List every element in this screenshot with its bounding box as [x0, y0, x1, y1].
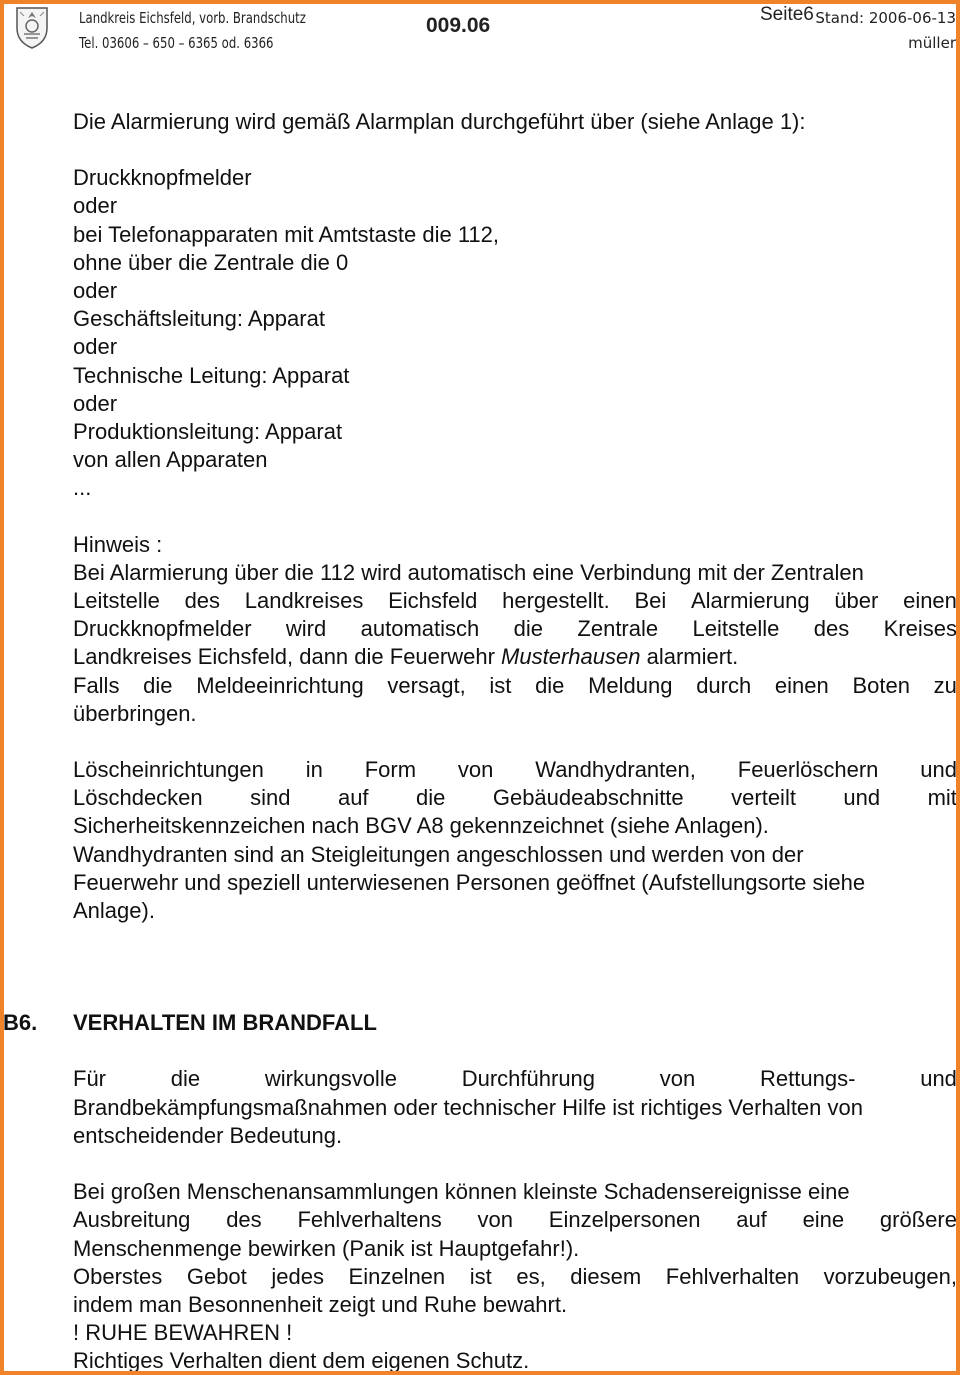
word: Einzelpersonen: [548, 1207, 701, 1233]
coat-of-arms-icon: [14, 4, 50, 50]
header-stand-block: [815, 6, 956, 56]
word: durch: [696, 672, 752, 698]
word: einen: [774, 672, 829, 698]
paragraph-line: [73, 1263, 957, 1291]
hinweis-line: [73, 672, 957, 700]
paragraph-line: Brandbekämpfungsmaßnahmen oder technischer Hilfe ist richtiges Verhalten von: [73, 1094, 863, 1120]
word: Fehlverhaltens: [297, 1207, 442, 1233]
word: wirkungsvolle: [264, 1066, 397, 1092]
word: verteilt: [731, 785, 796, 811]
word: Fehlverhalten: [665, 1263, 800, 1289]
word: die: [170, 1066, 201, 1092]
word: von: [477, 1207, 513, 1233]
word: in: [305, 757, 323, 783]
loesch-line: Wandhydranten sind an Steigleitungen angeschlossen und werden von der: [73, 841, 804, 867]
header-org-name: Landkreis Eichsfeld, vorb. Brandschutz: [79, 9, 306, 27]
hinweis-text: alarmiert.: [646, 644, 739, 670]
document-body: [3, 108, 957, 1376]
word: auf: [337, 785, 369, 811]
word: Für: [73, 1066, 106, 1092]
paragraph-line: Bei großen Menschenansammlungen können kleinste Schadensereignisse eine: [73, 1179, 850, 1205]
list-item: oder: [73, 334, 118, 360]
word: des: [184, 588, 221, 614]
list-item: Produktionsleitung: Apparat: [73, 419, 343, 445]
section-heading: [3, 1009, 957, 1037]
list-item: Druckknopfmelder: [73, 165, 252, 191]
word: Kreises: [883, 616, 957, 642]
loesch-line: Feuerwehr und speziell unterwiesenen Personen geöffnet (Aufstellungsorte siehe: [73, 869, 866, 895]
word: es,: [516, 1263, 546, 1289]
loesch-line: [73, 784, 957, 812]
page-number: Seite6: [760, 4, 814, 25]
word: die: [513, 616, 544, 642]
word: Falls: [73, 672, 120, 698]
hinweis-line: [73, 615, 957, 643]
word: Zentrale: [577, 616, 659, 642]
word: auf: [736, 1207, 767, 1233]
loesch-line: Sicherheitskennzeichen nach BGV A8 gekennzeichnet (siehe Anlagen).: [73, 813, 769, 839]
list-item: oder: [73, 390, 118, 416]
hinweis-block: [73, 531, 957, 728]
hinweis-title: Hinweis :: [73, 531, 163, 557]
word: Alarmierung: [690, 588, 810, 614]
word: von: [659, 1066, 696, 1092]
word: des: [226, 1207, 262, 1233]
word: automatisch: [360, 616, 480, 642]
word: ist: [489, 672, 512, 698]
document-number: 009.06: [426, 14, 491, 37]
list-item: ohne über die Zentrale die 0: [73, 249, 349, 275]
word: ist: [469, 1263, 492, 1289]
word: und: [920, 1066, 957, 1092]
header-phone: Tel. 03606 – 650 – 6365 od. 6366: [79, 34, 274, 52]
section-number: B6.: [3, 1010, 38, 1036]
word: die: [143, 672, 173, 698]
list-item: ...: [73, 475, 92, 501]
word: mit: [927, 785, 957, 811]
hinweis-line: überbringen.: [73, 700, 197, 726]
word: Durchführung: [461, 1066, 596, 1092]
word: versagt,: [387, 672, 466, 698]
alarm-intro: Die Alarmierung wird gemäß Alarmplan durchgeführt über (siehe Anlage 1):: [73, 109, 806, 134]
loesch-line: [73, 756, 957, 784]
word: Ausbreitung: [73, 1207, 191, 1233]
word: diesem: [570, 1263, 642, 1289]
section-title: VERHALTEN IM BRANDFALL: [73, 1010, 377, 1036]
word: Form: [364, 757, 417, 783]
word: größere: [879, 1207, 957, 1233]
list-item: von allen Apparaten: [73, 447, 268, 473]
word: über: [834, 588, 879, 614]
word: Meldeeinrichtung: [196, 672, 364, 698]
verhalten-paragraph-2: [73, 1178, 957, 1375]
word: Meldung: [588, 672, 673, 698]
author-name: müller: [908, 34, 956, 52]
word: Feuerlöschern: [737, 757, 879, 783]
paragraph-line: [73, 1206, 957, 1234]
paragraph-line: ! RUHE BEWAHREN !: [73, 1320, 293, 1346]
word: vorzubeugen,: [823, 1263, 957, 1289]
paragraph-line: Menschenmenge bewirken (Panik ist Hauptgefahr!).: [73, 1235, 580, 1261]
word: jedes: [271, 1263, 324, 1289]
paragraph-line: indem man Besonnenheit zeigt und Ruhe bewahrt.: [73, 1291, 568, 1317]
loesch-line: Anlage).: [73, 898, 155, 924]
word: Gebäudeabschnitte: [492, 785, 684, 811]
list-item: Technische Leitung: Apparat: [73, 362, 350, 388]
word: Eichsfeld: [388, 588, 478, 614]
word: einen: [903, 588, 957, 614]
word: Löschdecken: [73, 785, 203, 811]
header-organization: [79, 6, 306, 56]
list-item: oder: [73, 193, 118, 219]
word: eine: [802, 1207, 845, 1233]
stand-date: Stand: 2006-06-13: [815, 9, 956, 27]
word: Leitstelle: [73, 588, 160, 614]
word: Einzelnen: [348, 1263, 446, 1289]
word: die: [416, 785, 446, 811]
loescheinrichtungen-block: [73, 756, 957, 925]
word: und: [920, 757, 957, 783]
word: Boten: [852, 672, 910, 698]
word: wird: [285, 616, 327, 642]
word: des: [813, 616, 850, 642]
hinweis-text: Landkreises Eichsfeld, dann die Feuerwehr: [73, 644, 495, 670]
word: zu: [933, 672, 957, 698]
word: Leitstelle: [692, 616, 780, 642]
word: Gebot: [186, 1263, 247, 1289]
list-item: bei Telefonapparaten mit Amtstaste die 112,: [73, 221, 500, 247]
list-item: oder: [73, 278, 118, 304]
page-header: [0, 0, 960, 60]
word: von: [457, 757, 494, 783]
word: Löscheinrichtungen: [73, 757, 264, 783]
paragraph-line: entscheidender Bedeutung.: [73, 1122, 343, 1148]
alarm-list: [73, 164, 957, 502]
hinweis-line: [73, 643, 957, 671]
hinweis-line: [73, 587, 957, 615]
paragraph-line: Richtiges Verhalten dient dem eigenen Schutz.: [73, 1348, 530, 1374]
paragraph-line: [73, 1065, 957, 1093]
word: Landkreises: [244, 588, 364, 614]
list-item: Geschäftsleitung: Apparat: [73, 306, 325, 332]
word: Wandhydranten,: [535, 757, 696, 783]
word: die: [535, 672, 565, 698]
word: sind: [250, 785, 291, 811]
town-name: Musterhausen: [501, 644, 641, 670]
word: und: [843, 785, 881, 811]
word: Rettungs-: [760, 1066, 856, 1092]
word: Druckknopfmelder: [73, 616, 252, 642]
word: hergestellt.: [502, 588, 610, 614]
word: Oberstes: [73, 1263, 163, 1289]
hinweis-line: Bei Alarmierung über die 112 wird automatisch eine Verbindung mit der Zentralen: [73, 559, 864, 585]
verhalten-paragraph-1: [73, 1065, 957, 1150]
word: Bei: [634, 588, 667, 614]
